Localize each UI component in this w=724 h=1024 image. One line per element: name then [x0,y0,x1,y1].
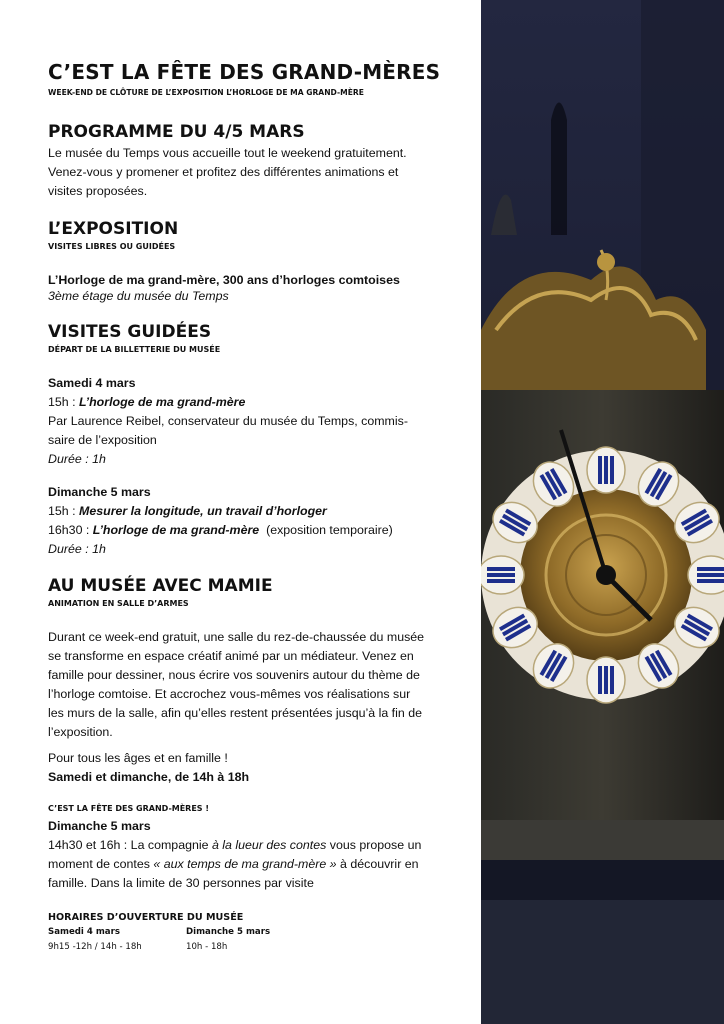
numeral-cartouche [587,447,625,493]
exposition-subheading: VISITES LIBRES OU GUIDÉES [48,242,176,251]
mamie-line-2: se transforme en espace créatif animé par un médiateur. Venez en [48,649,414,663]
horaires-heading: HORAIRES D’OUVERTURE DU MUSÉE [48,912,244,923]
mamie-line-6: l’exposition. [48,725,113,739]
dimanche-time-1: 15h : [48,504,80,518]
dimanche-visit-2-note: (exposition temporaire) [259,523,393,537]
visites-heading: VISITES GUIDÉES [48,322,212,342]
horaires-dimanche-hours: 10h - 18h [186,942,228,952]
horaires-samedi-label: Samedi 4 mars [48,927,120,937]
fete-tale-title: « aux temps de ma grand-mère » [153,857,337,871]
programme-line-2: Venez-vous y promener et profitez des différentes animations et [48,165,399,179]
samedi-time: 15h : [48,395,80,409]
fete-line-1 [48,836,468,855]
mamie-line-1: Durant ce week-end gratuit, une salle du rez-de-chaussée du musée [48,630,425,644]
comtoise-clock-photo [481,0,724,1024]
exposition-location: 3ème étage du musée du Temps [48,289,229,303]
fete-line-2a: moment de contes [48,857,154,871]
exposition-title: L’Horloge de ma grand-mère, 300 ans d’horloges comtoises [48,273,400,287]
fete-line-3: famille. Dans la limite de 30 personnes par visite [48,876,314,890]
page-subtitle: WEEK-END DE CLÔTURE DE L’EXPOSITION L’HORLOGE DE MA GRAND-MÈRE [48,88,364,97]
samedi-visit [48,393,468,412]
text-column [48,58,468,955]
dimanche-day: Dimanche 5 mars [48,485,151,499]
fete-heading: C’EST LA FÊTE DES GRAND-MÈRES ! [48,804,210,813]
horaires-dimanche-label: Dimanche 5 mars [186,927,271,937]
numeral-cartouche [587,657,625,703]
mamie-subheading: ANIMATION EN SALLE D’ARMES [48,599,189,608]
programme-line-1: Le musée du Temps vous accueille tout le weekend gratuitement. [48,146,407,160]
programme-heading: PROGRAMME DU 4/5 MARS [48,122,305,142]
fete-line-1c: vous propose un [326,838,422,852]
dimanche-visit-1 [48,502,468,521]
numeral-cartouche [481,556,524,594]
dimanche-duration: Durée : 1h [48,542,106,556]
samedi-day: Samedi 4 mars [48,376,136,390]
page-title: C’EST LA FÊTE DES GRAND-MÈRES [48,60,441,84]
mamie-line-3: famille pour dessiner, nous écrire vos souvenirs autour du thème de [48,668,420,682]
mamie-heading: AU MUSÉE AVEC MAMIE [48,576,273,596]
horaires-samedi-hours: 9h15 -12h / 14h - 18h [48,942,142,952]
fete-line-2 [48,855,468,874]
fete-day: Dimanche 5 mars [48,819,151,833]
horaires-table [48,925,468,955]
samedi-desc-2: saire de l’exposition [48,433,157,447]
clock-illustration [481,0,724,1024]
samedi-visit-title: L’horloge de ma grand-mère [79,395,246,409]
dimanche-visit-2 [48,521,468,540]
programme-line-3: visites proposées. [48,184,148,198]
dimanche-visit-1-title: Mesurer la longitude, un travail d’horloger [79,504,327,518]
fete-company: à la lueur des contes [211,838,327,852]
mamie-line-5: les murs de la salle, afin qu’elles restent présentées jusqu’à la fin de [48,706,422,720]
mamie-ages: Pour tous les âges et en famille ! [48,751,228,765]
dimanche-time-2: 16h30 : [48,523,93,537]
exposition-heading: L’EXPOSITION [48,219,179,239]
dimanche-visit-2-title: L’horloge de ma grand-mère [92,523,260,537]
mamie-line-4: l’horloge comtoise. Et accrochez vous-mêmes vos réalisations sur [48,687,411,701]
visites-subheading: DÉPART DE LA BILLETTERIE DU MUSÉE [48,345,221,354]
samedi-desc-1: Par Laurence Reibel, conservateur du musée du Temps, commis- [48,414,408,428]
fete-line-2c: à découvrir en [336,857,419,871]
mamie-when: Samedi et dimanche, de 14h à 18h [48,770,250,784]
samedi-duration: Durée : 1h [48,452,106,466]
fete-line-1a: 14h30 et 16h : La compagnie [48,838,212,852]
